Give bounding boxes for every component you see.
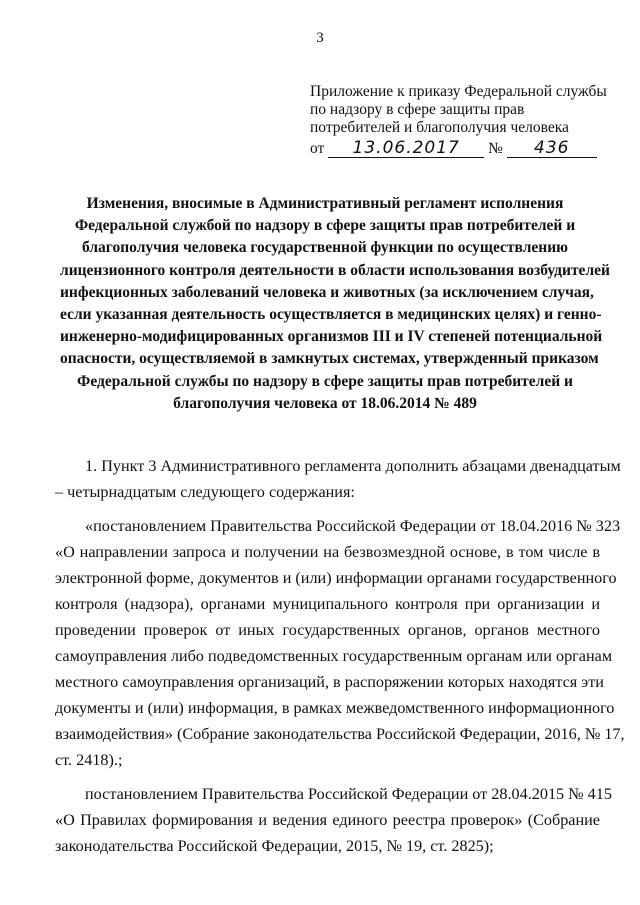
- title-line: благополучия человека государственной функции по осуществлению: [82, 239, 568, 257]
- document-title: [60, 193, 610, 415]
- body-line: самоуправления либо подведомственных государственным органам или органам: [55, 647, 613, 665]
- body-line: взаимодействия» (Собрание законодательства Российской Федерации, 2016, № 17,: [55, 725, 625, 743]
- title-line: лицензионного контроля деятельности в области использования возбудителей: [60, 261, 610, 279]
- title-line: опасности, осуществляемой в замкнутых системах, утвержденный приказом: [60, 350, 599, 368]
- body-line: «О направлении запроса и получении на безвозмездной основе, в том числе в: [55, 543, 600, 561]
- body-line: документы и (или) информация, в рамках межведомственного информационного: [55, 699, 615, 717]
- title-line: если указанная деятельность осуществляется в медицинских целях) и генно-: [60, 306, 602, 324]
- body-line: постановлением Правительства Российской Федерации от 28.04.2015 № 415: [85, 785, 612, 803]
- body-line: – четырнадцатым следующего содержания:: [55, 483, 355, 501]
- body-line: контроля (надзора), органами муниципального контроля при организации и: [55, 595, 600, 613]
- handwritten-date: 13.06.2017: [328, 139, 484, 158]
- paragraph-1: [55, 453, 621, 505]
- title-line: Изменения, вносимые в Административный регламент исполнения: [86, 195, 564, 212]
- title-line: инфекционных заболеваний человека и животных (за исключением случая,: [60, 283, 594, 301]
- page-number: 3: [316, 30, 324, 46]
- paragraph-3: [55, 781, 612, 859]
- annex-line: по надзору в сфере защиты прав: [310, 101, 525, 118]
- body-line: 1. Пункт 3 Административного регламента дополнить абзацами двенадцатым: [85, 457, 621, 475]
- body-line: «О Правилах формирования и ведения единого реестра проверок» (Собрание: [55, 811, 600, 829]
- body-line: законодательства Российской Федерации, 2015, № 19, ст. 2825);: [55, 837, 494, 855]
- paragraph-2: [55, 513, 625, 773]
- body-line: местного самоуправления организаций, в распоряжении которых находятся эти: [55, 673, 604, 691]
- title-line: Федеральной службой по надзору в сфере защиты прав потребителей и: [74, 217, 576, 235]
- date-prefix: от: [310, 140, 325, 157]
- body-line: «постановлением Правительства Российской Федерации от 18.04.2016 № 323: [85, 517, 621, 535]
- body-line: электронной форме, документов и (или) информации органами государственного: [55, 569, 617, 587]
- title-line: благополучия человека от 18.06.2014 № 489: [173, 394, 477, 412]
- body-line: ст. 2418).;: [55, 751, 123, 769]
- annex-date-number-line: [310, 139, 610, 158]
- title-line: инженерно-модифицированных организмов III и IV степеней потенциальной: [60, 328, 603, 346]
- body-line: проведении проверок от иных государственных органов, органов местного: [55, 621, 600, 639]
- handwritten-number: 436: [507, 139, 597, 158]
- annex-line: Приложение к приказу Федеральной службы: [310, 83, 607, 100]
- title-line: Федеральной службы по надзору в сфере защиты прав потребителей и: [77, 372, 573, 390]
- document-body: [55, 453, 625, 859]
- number-prefix: №: [488, 140, 503, 157]
- annex-block: [310, 83, 610, 158]
- annex-line: потребителей и благополучия человека: [310, 119, 569, 136]
